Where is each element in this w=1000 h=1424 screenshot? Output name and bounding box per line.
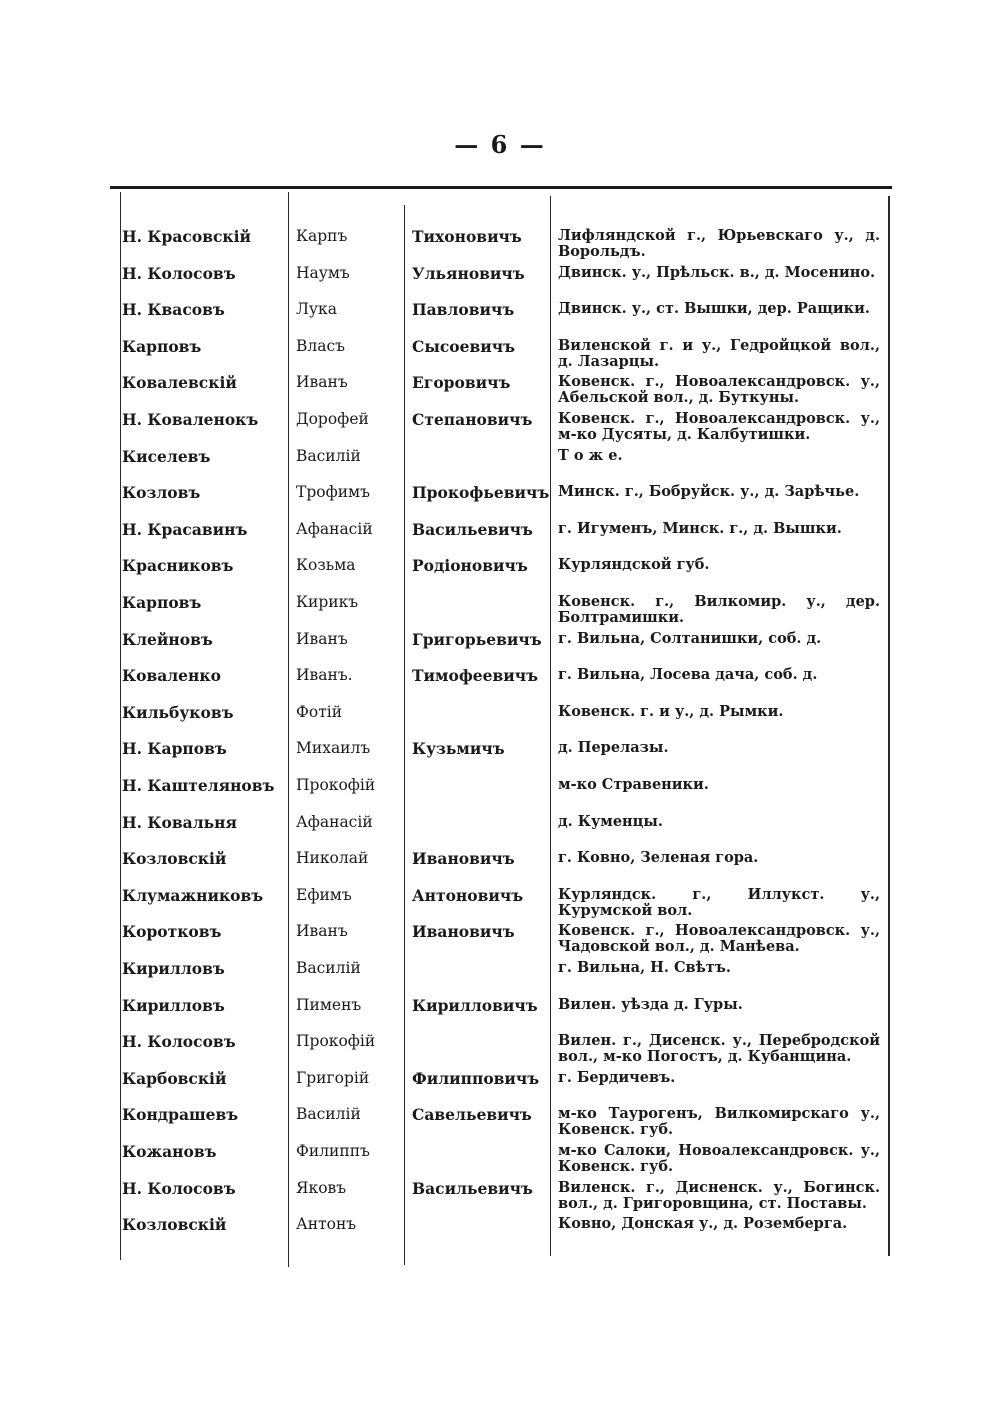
surname-cell: Карповъ	[122, 593, 202, 612]
given-name-cell: Прокофій	[296, 776, 376, 794]
given-name-cell: Козьма	[296, 556, 356, 575]
surname-cell: Красниковъ	[122, 556, 234, 576]
surname-cell: Козловскій	[122, 1215, 227, 1235]
address-cell: Т о ж е.	[558, 446, 623, 464]
table-row	[0, 484, 1000, 520]
given-name-cell: Михаилъ	[296, 739, 371, 758]
surname-cell: Киселевъ	[122, 446, 211, 466]
table-row	[0, 997, 1000, 1033]
surname-cell: Кирилловъ	[122, 995, 225, 1015]
address-cell: Ковенск. г., Новоалександровск. у., Чадовской вол., д. Манѣева.	[558, 922, 880, 956]
table-row	[0, 667, 1000, 703]
given-name-cell: Иванъ.	[296, 666, 353, 685]
address-cell: Вилен. уѣзда д. Гуры.	[558, 995, 743, 1013]
surname-cell: Н. Колосовъ	[122, 263, 236, 283]
given-name-cell: Иванъ	[296, 373, 348, 392]
table-row	[0, 923, 1000, 959]
surname-cell: Н. Колосовъ	[122, 1178, 236, 1198]
address-cell: д. Перелазы.	[558, 739, 669, 757]
address-cell: Вилен. г., Дисенск. у., Перебродской вол., м-ко Погостъ, д. Кубанщина.	[558, 1032, 880, 1066]
patronymic-cell: Сысоевичъ	[412, 336, 516, 356]
surname-cell: Клейновъ	[122, 629, 213, 649]
given-name-cell: Кирикъ	[296, 593, 359, 611]
given-name-cell: Трофимъ	[296, 483, 370, 502]
patronymic-cell: Васильевичъ	[412, 1178, 533, 1198]
given-name-cell: Дорофей	[296, 410, 369, 428]
patronymic-cell: Ивановичъ	[412, 849, 515, 869]
table-row	[0, 960, 1000, 996]
patronymic-cell: Филипповичъ	[412, 1068, 540, 1088]
surname-cell: Н. Каштеляновъ	[122, 776, 275, 795]
patronymic-cell: Ульяновичъ	[412, 263, 525, 283]
given-name-cell: Яковъ	[296, 1178, 347, 1197]
address-cell: Ковенск. г. и у., д. Рымки.	[558, 702, 784, 720]
table-row	[0, 777, 1000, 813]
given-name-cell: Василій	[296, 959, 361, 977]
surname-cell: Н. Ковальня	[122, 812, 237, 832]
surname-cell: Кирилловъ	[122, 959, 225, 978]
address-cell: г. Бердичевъ.	[558, 1068, 676, 1086]
address-cell: м-ко Таурогенъ, Вилкомирскаго у., Ковенск. губ.	[558, 1105, 880, 1139]
table-row	[0, 521, 1000, 557]
given-name-cell: Лука	[296, 300, 337, 319]
table-row	[0, 1143, 1000, 1179]
surname-cell: Н. Красавинъ	[122, 519, 248, 539]
surname-cell: Козловскій	[122, 849, 227, 869]
given-name-cell: Иванъ	[296, 629, 348, 648]
surname-cell: Н. Квасовъ	[122, 300, 225, 320]
given-name-cell: Афанасій	[296, 812, 373, 831]
page-number: — 6 —	[454, 130, 546, 159]
address-cell: Курляндской губ.	[558, 556, 710, 574]
surname-cell: Клумажниковъ	[122, 885, 264, 905]
table-row	[0, 338, 1000, 374]
address-cell: Ковенск. г., Новоалександровск. у., Абельской вол., д. Буткуны.	[558, 373, 880, 407]
table-row	[0, 1180, 1000, 1216]
table-row	[0, 631, 1000, 667]
patronymic-cell: Тихоновичъ	[412, 227, 522, 246]
table-row	[0, 594, 1000, 630]
address-cell: д. Куменцы.	[558, 812, 663, 830]
given-name-cell: Наумъ	[296, 263, 350, 282]
address-cell: г. Вильна, Н. Свѣтъ.	[558, 959, 731, 976]
patronymic-cell: Егоровичъ	[412, 373, 511, 393]
given-name-cell: Афанасій	[296, 519, 373, 538]
patronymic-cell: Кузьмичъ	[412, 739, 505, 759]
address-cell: Виленской г. и у., Гедройцкой вол., д. Лазарцы.	[558, 336, 880, 370]
surname-cell: Н. Красовскій	[122, 227, 251, 246]
given-name-cell: Филиппъ	[296, 1142, 370, 1160]
address-cell: Ковенск. г., Новоалександровск. у., м-ко Дусяты, д. Калбутишки.	[558, 410, 880, 443]
patronymic-cell: Антоновичъ	[412, 885, 524, 905]
given-name-cell: Антонъ	[296, 1215, 357, 1234]
table-row	[0, 448, 1000, 484]
table-row	[0, 301, 1000, 337]
table-row	[0, 557, 1000, 593]
table-row	[0, 850, 1000, 886]
surname-cell: Коротковъ	[122, 922, 222, 942]
table-row	[0, 265, 1000, 301]
given-name-cell: Ефимъ	[296, 885, 352, 904]
patronymic-cell: Степановичъ	[412, 410, 533, 429]
address-cell: г. Вильна, Солтанишки, соб. д.	[558, 629, 822, 647]
address-cell: Ковенск. г., Вилкомир. у., дер. Болтрамишки.	[558, 593, 880, 626]
address-cell: м-ко Стравеники.	[558, 776, 709, 793]
surname-cell: Н. Карповъ	[122, 739, 227, 759]
table-row	[0, 228, 1000, 264]
address-cell: Ковно, Донская у., д. Розембергa.	[558, 1215, 848, 1233]
given-name-cell: Прокофій	[296, 1032, 376, 1051]
address-cell: Лифляндской г., Юрьевскаго у., д. Ворольдъ.	[558, 227, 880, 260]
given-name-cell: Пименъ	[296, 995, 362, 1014]
given-name-cell: Григорій	[296, 1068, 370, 1087]
address-cell: м-ко Салоки, Новоалександровск. у., Ковенск. губ.	[558, 1142, 880, 1175]
surname-cell: Н. Колосовъ	[122, 1032, 236, 1052]
patronymic-cell: Григорьевичъ	[412, 629, 542, 649]
patronymic-cell: Савельевичъ	[412, 1105, 532, 1125]
table-row	[0, 1070, 1000, 1106]
patronymic-cell: Тимофеевичъ	[412, 666, 539, 686]
patronymic-cell: Павловичъ	[412, 300, 515, 320]
table-row	[0, 411, 1000, 447]
table-row	[0, 740, 1000, 776]
patronymic-cell: Кирилловичъ	[412, 995, 538, 1015]
surname-cell: Коваленко	[122, 666, 221, 686]
table-row	[0, 887, 1000, 923]
table-row	[0, 1106, 1000, 1142]
table-top-rule	[110, 186, 892, 189]
address-cell: г. Вильна, Лосева дача, соб. д.	[558, 666, 818, 684]
given-name-cell: Власъ	[296, 336, 346, 355]
table-row	[0, 1216, 1000, 1252]
table-row	[0, 814, 1000, 850]
surname-cell: Кильбуковъ	[122, 702, 234, 722]
address-cell: Минск. г., Бобруйск. у., д. Зарѣчье.	[558, 483, 860, 501]
surname-cell: Козловъ	[122, 483, 201, 503]
surname-cell: Н. Коваленокъ	[122, 410, 259, 429]
patronymic-cell: Ивановичъ	[412, 922, 515, 942]
address-cell: Виленск. г., Дисненск. у., Богинск. вол., д. Григоровщина, ст. Поставы.	[558, 1178, 880, 1212]
given-name-cell: Василій	[296, 446, 361, 465]
surname-cell: Карбовскій	[122, 1068, 227, 1088]
patronymic-cell: Прокофьевичъ	[412, 483, 550, 503]
surname-cell: Кожановъ	[122, 1142, 217, 1161]
surname-cell: Кондрашевъ	[122, 1105, 239, 1125]
address-cell: Курляндск. г., Иллукст. у., Курумской вол.	[558, 885, 880, 919]
given-name-cell: Карпъ	[296, 227, 348, 245]
surname-cell: Ковалевскій	[122, 373, 237, 393]
table-row	[0, 704, 1000, 740]
table-row	[0, 374, 1000, 410]
patronymic-cell: Васильевичъ	[412, 519, 533, 539]
patronymic-cell: Родіоновичъ	[412, 556, 528, 576]
surname-cell: Карповъ	[122, 336, 202, 356]
address-cell: Двинск. у., ст. Вышки, дер. Ращики.	[558, 300, 870, 318]
address-cell: г. Игуменъ, Минск. г., д. Вышки.	[558, 519, 842, 537]
address-cell: Двинск. у., Прѣльск. в., д. Мосенино.	[558, 263, 876, 281]
table-row	[0, 1033, 1000, 1069]
given-name-cell: Василій	[296, 1105, 361, 1124]
given-name-cell: Иванъ	[296, 922, 348, 941]
address-cell: г. Ковно, Зеленая гора.	[558, 849, 759, 867]
given-name-cell: Фотій	[296, 702, 343, 721]
given-name-cell: Николай	[296, 849, 369, 868]
